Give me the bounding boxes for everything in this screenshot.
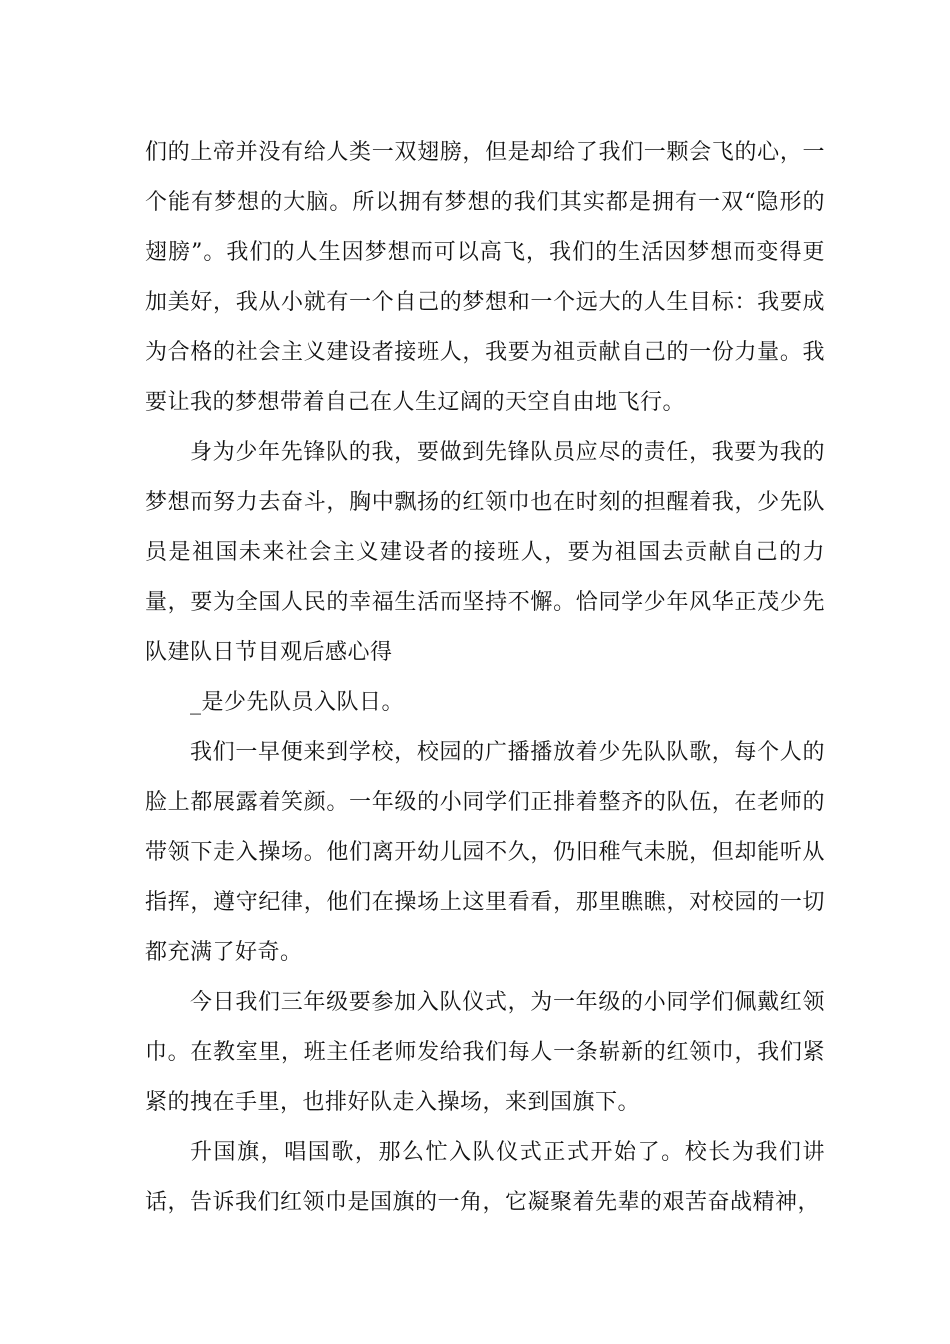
paragraph-4: 我们一早便来到学校，校园的广播播放着少先队队歌，每个人的脸上都展露着笑颜。一年级的小同学们正排着整齐的队伍，在老师的带领下走入操场。他们离开幼儿园不久，仍旧稚气未脱，但却能听从指挥，遵守纪律，他们在操场上这里看看，那里瞧瞧，对校园的一切都充满了好奇。 xyxy=(145,740,825,965)
paragraph-3: _是少先队员入队日。 xyxy=(190,690,405,715)
paragraph-6: 升国旗，唱国歌，那么忙入队仪式正式开始了。校长为我们讲话，告诉我们红领巾是国旗的一角，它凝聚着先辈的艰苦奋战精神， xyxy=(145,1140,825,1215)
paragraph-1: 们的上帝并没有给人类一双翅膀，但是却给了我们一颗会飞的心，一个能有梦想的大脑。所以拥有梦想的我们其实都是拥有一双“隐形的翅膀”。我们的人生因梦想而可以高飞，我们的生活因梦想而变得更加美好，我从小就有一个自己的梦想和一个远大的人生目标：我要成为合格的社会主义建设者接班人，我要为祖贡献自己的一份力量。我要让我的梦想带着自己在人生辽阔的天空自由地飞行。 xyxy=(145,140,825,415)
paragraph-5: 今日我们三年级要参加入队仪式，为一年级的小同学们佩戴红领巾。在教室里，班主任老师发给我们每人一条崭新的红领巾，我们紧紧的拽在手里，也排好队走入操场，来到国旗下。 xyxy=(145,990,825,1115)
paragraph-2: 身为少年先锋队的我，要做到先锋队员应尽的责任，我要为我的梦想而努力去奋斗，胸中飘扬的红领巾也在时刻的担醒着我，少先队员是祖国未来社会主义建设者的接班人，要为祖国去贡献自己的力量，要为全国人民的幸福生活而坚持不懈。恰同学少年风华正茂少先队建队日节目观后感心得 xyxy=(145,440,825,665)
document-body xyxy=(145,128,825,1228)
